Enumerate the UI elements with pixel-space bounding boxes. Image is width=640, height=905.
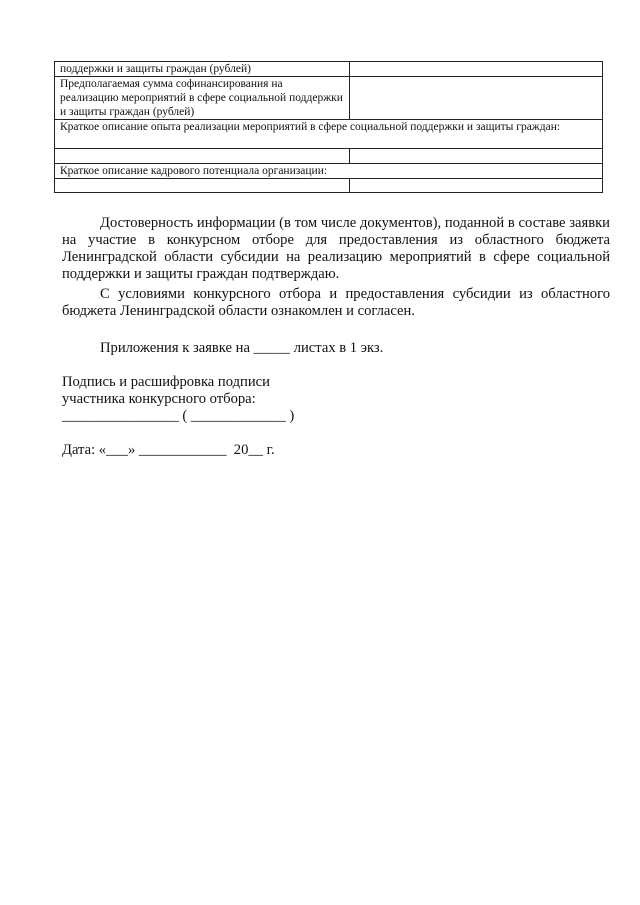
attachments-line: Приложения к заявке на _____ листах в 1 экз. xyxy=(100,340,384,356)
signature-block xyxy=(62,374,294,425)
table-row xyxy=(55,77,603,120)
signature-line-2: участника конкурсного отбора: xyxy=(62,391,256,407)
table-row xyxy=(55,164,603,179)
table-cell-value xyxy=(350,77,603,120)
signature-field: ________________ ( _____________ ) xyxy=(62,408,295,424)
table-row xyxy=(55,149,603,164)
table-cell-experience-label: Краткое описание опыта реализации мероприятий в сфере социальной поддержки и защиты граждан: xyxy=(55,120,603,149)
table-row xyxy=(55,120,603,149)
reliability-paragraph: Достоверность информации (в том числе документов), поданной в составе заявки на участие в конкурсном отборе для предоставления из областного бюджета Ленинградской области субсидии на реализацию мероприятий в сфере социальной поддержки и защиты граждан подтверждаю. xyxy=(62,215,610,282)
date-field: Дата: «___» ____________ 20__ г. xyxy=(62,442,275,458)
table-cell-label: Предполагаемая сумма софинансирования на реализацию мероприятий в сфере социальной поддержки и защиты граждан (рублей) xyxy=(55,77,350,120)
table-row xyxy=(55,179,603,193)
table-cell-label: поддержки и защиты граждан (рублей) xyxy=(55,62,350,77)
table-cell-staff-label: Краткое описание кадрового потенциала организации: xyxy=(55,164,603,179)
application-table xyxy=(54,61,603,193)
table-cell-blank xyxy=(350,149,603,164)
table-cell-blank xyxy=(55,149,350,164)
table-row xyxy=(55,62,603,77)
table-cell-blank xyxy=(55,179,350,193)
table-cell-blank xyxy=(350,179,603,193)
signature-line-1: Подпись и расшифровка подписи xyxy=(62,374,270,390)
table-cell-value xyxy=(350,62,603,77)
conditions-paragraph: С условиями конкурсного отбора и предоставления субсидии из областного бюджета Ленинградской области ознакомлен и согласен. xyxy=(62,286,610,319)
